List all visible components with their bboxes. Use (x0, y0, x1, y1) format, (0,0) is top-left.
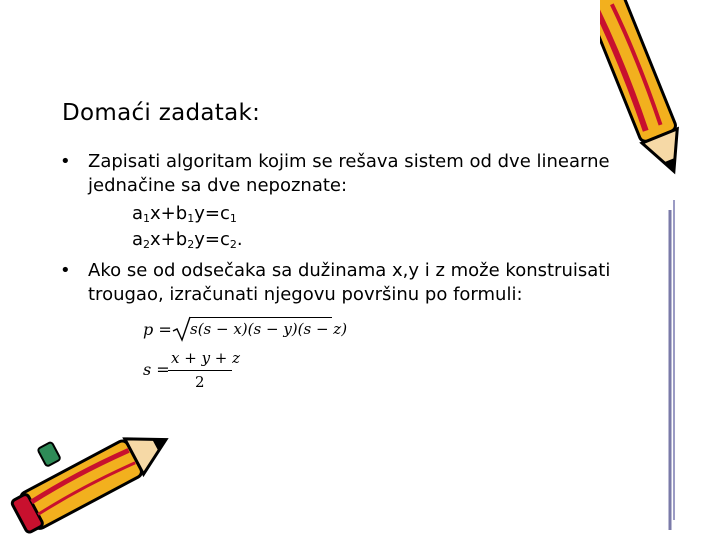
equation-2: $a_2x+b_2y=c_2$. (132, 229, 243, 251)
formula-s-numerator: x + y + z (171, 349, 241, 367)
radical-bar (190, 317, 332, 318)
bullet-marker: • (60, 260, 71, 281)
formula-p-lhs: p = (143, 320, 172, 339)
fraction-bar (168, 370, 232, 371)
formula-p-radicand: s(s − x)(s − y)(s − z) (190, 320, 348, 338)
pencil-icon-bottom-left (0, 420, 180, 540)
page-title: Domaći zadatak: (62, 100, 261, 126)
equation-1: $a_1x+b_1y=c_1$ (132, 203, 237, 225)
bullet-2-line-1: Ako se od odsečaka sa dužinama x,y i z može konstruisati (88, 260, 611, 281)
formula-s-lhs: s = (143, 360, 170, 379)
bullet-2-line-2: trougao, izračunati njegovu površinu po formuli: (88, 284, 523, 305)
radical-sign-icon (172, 316, 192, 342)
bullet-1-line-2: jednačine sa dve nepoznate: (88, 175, 348, 196)
bullet-1-line-1: Zapisati algoritam kojim se rešava sistem od dve linearne (88, 151, 610, 172)
bullet-marker: • (60, 151, 71, 172)
formula-s-denominator: 2 (195, 373, 205, 391)
